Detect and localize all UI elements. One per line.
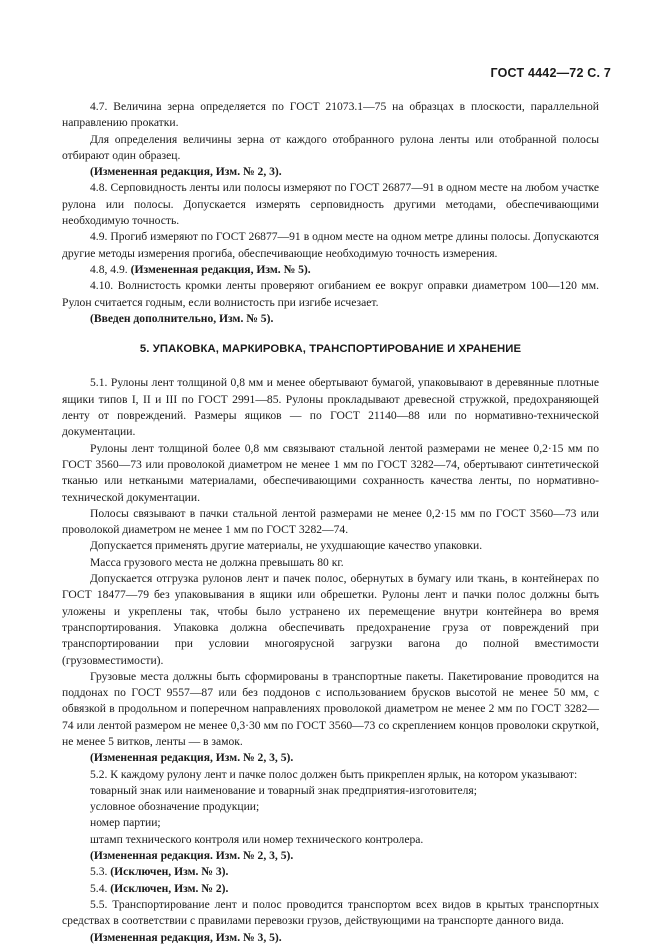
paragraph-packets: Грузовые места должны быть сформированы в транспортные пакеты. Пакетирование проводится на поддонах по ГОСТ 9557—87 или без поддонов с использованием брусков высотой не менее 50 мм, с обвязкой в продольном и поперечном направлениях проволокой диаметром не менее 2 мм по ГОСТ 3282—74 или лентой размером не менее 0,3·30 мм по ГОСТ 3560—73 со скреплением концов проволоки скруткой, не менее 5 витков, ленты — в замок.	[62, 669, 599, 748]
paragraph-4-9: 4.9. Прогиб измеряют по ГОСТ 26877—91 в одном месте на одном метре длины полосы. Допускаются другие методы измерения прогиба, обеспечивающие необходимую точность измерения.	[62, 230, 599, 260]
paragraph-4-10: 4.10. Волнистость кромки ленты проверяют огибанием ее вокруг оправки диаметром 100—120 мм. Рулон считается годным, если волнистость при изгибе исчезает.	[62, 279, 599, 309]
paragraph-grain-sample: Для определения величины зерна от каждого отобранного рулона ленты или отобранной полосы отбирают один образец.	[62, 132, 599, 162]
section-title: 5. УПАКОВКА, МАРКИРОВКА, ТРАНСПОРТИРОВАНИЕ И ХРАНЕНИЕ	[139, 343, 522, 356]
amendment-bold: (Измененная редакция, Изм. № 5).	[130, 262, 311, 276]
amendment-note: (Измененная редакция. Изм. № 2, 3, 5).	[90, 849, 294, 863]
label-item: штамп технического контроля или номер технического контролера.	[90, 832, 424, 846]
excluded-note: (Исключен, Изм. № 2).	[110, 881, 229, 895]
label-item: товарный знак или наименование и товарный знак предприятия-изготовителя;	[90, 783, 477, 797]
paragraph-containers: Допускается отгрузка рулонов лент и пачек полос, обернутых в бумагу или ткань, в контейнерах по ГОСТ 18477—79 без упаковывания в ящики или обрешетки. Рулоны лент и пачки полос должны быть уложены и укреплены так, чтобы было устранено их перемещение внутри контейнера во время транспортирования. Упаковка должна обеспечивать предохранение груза от повреждений при транспортировании при условии многоярусной загрузки вагона до полной вместимости (грузовместимости).	[62, 572, 599, 667]
clause-number: 5.4.	[90, 881, 111, 895]
page-header: ГОСТ 4442—72 С. 7	[490, 66, 611, 80]
paragraph-rolls-thick: Рулоны лент толщиной более 0,8 мм связывают стальной лентой размерами не менее 0,2·15 мм по ГОСТ 3560—73 или проволокой диаметром не менее 1 мм по ГОСТ 3282—74, обертывают синтетической тканью или неткаными материалами, обеспечивающими сохранность качества ленты, по нормативно-технической документации.	[62, 441, 599, 504]
clause-number: 5.3.	[90, 865, 111, 879]
label-item: условное обозначение продукции;	[90, 800, 260, 814]
amendment-note-4-8-4-9	[62, 262, 599, 278]
amendment-note: (Измененная редакция, Изм. № 3, 5).	[90, 930, 282, 944]
excluded-note: (Исключен, Изм. № 3).	[110, 865, 229, 879]
paragraph-strips-bundled: Полосы связывают в пачки стальной лентой размерами не менее 0,2·15 мм по ГОСТ 3560—73 или проволокой диаметром не менее 1 мм по ГОСТ 3282—74.	[62, 506, 599, 537]
label-item: номер партии;	[90, 816, 161, 830]
paragraph-4-7: 4.7. Величина зерна определяется по ГОСТ 21073.1—75 на образцах в плоскости, параллельной направлению прокатки.	[62, 100, 599, 130]
paragraph-other-materials: Допускается применять другие материалы, не ухудшающие качество упаковки.	[90, 539, 483, 553]
paragraph-5-4	[62, 881, 599, 897]
amendment-note: (Измененная редакция, Изм. № 2, 3).	[90, 165, 282, 179]
paragraph-5-2: 5.2. К каждому рулону лент и пачке полос должен быть прикреплен ярлык, на котором указывают:	[90, 767, 578, 781]
paragraph-5-3	[62, 864, 599, 880]
paragraph-4-8: 4.8. Серповидность ленты или полосы измеряют по ГОСТ 26877—91 в одном месте на любом участке рулона или полосы. Допускается измерять серповидность другими методами, обеспечивающими необходимую точность.	[62, 181, 599, 228]
addition-note: (Введен дополнительно, Изм. № 5).	[90, 311, 274, 325]
paragraph-5-5: 5.5. Транспортирование лент и полос проводится транспортом всех видов в крытых транспортных средствах в соответствии с правилами перевозки грузов, действующими на транспорте данного вида.	[62, 897, 599, 928]
amendment-note: (Измененная редакция, Изм. № 2, 3, 5).	[90, 751, 294, 765]
document-body	[62, 99, 599, 946]
paragraph-mass: Масса грузового места не должна превышать 80 кг.	[90, 555, 344, 569]
paragraph-5-1: 5.1. Рулоны лент толщиной 0,8 мм и менее обертывают бумагой, упаковывают в деревянные плотные ящики типов I, II и III по ГОСТ 2991—85. Рулоны прокладывают древесной стружкой, предохраняющей ленту от повреждений. Размеры ящиков — по ГОСТ 21140—88 или по нормативно-технической документации.	[62, 376, 599, 439]
amendment-prefix: 4.8, 4.9.	[90, 262, 131, 276]
